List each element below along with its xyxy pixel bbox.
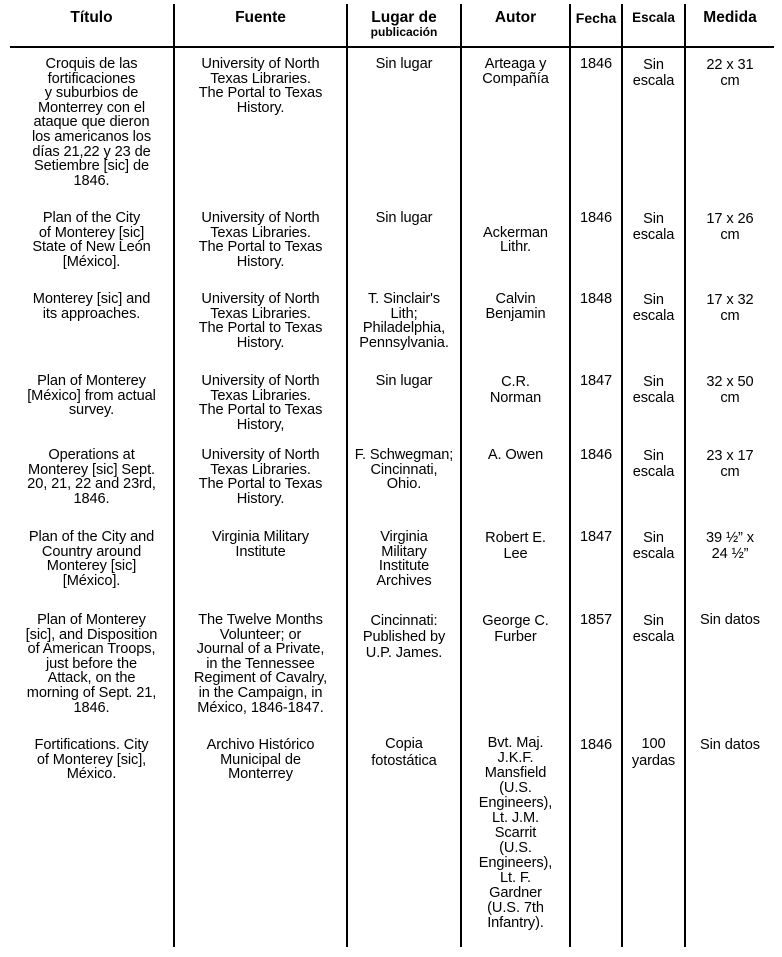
table-row-2-lugar: Sin lugar xyxy=(375,210,433,226)
table-row-7-lugar: Cincinnati: Published by U.P. James. xyxy=(362,613,446,661)
header-titulo: Título xyxy=(70,9,113,26)
table-row-8-autor: Bvt. Maj. J.K.F. Mansfield (U.S. Engineers), Lt. J.M. Scarrit (U.S. Engineers), Lt. F. Gardner (U.S. 7th Infantry). xyxy=(478,735,553,931)
table-row-4-autor: C.R. Norman xyxy=(489,374,542,406)
header-lugar-line1: Lugar de xyxy=(371,9,437,26)
table-row-3-autor: Calvin Benjamin xyxy=(485,291,546,322)
table-row-4-escala: Sin escala xyxy=(632,374,675,406)
table-row-6-escala: Sin escala xyxy=(632,530,675,562)
table-row-1-escala: Sin escala xyxy=(632,57,675,89)
table-row-2-titulo: Plan of the City of Monterey [sic] State of New León [México]. xyxy=(32,210,151,270)
column-divider xyxy=(569,4,571,947)
table-row-7-escala: Sin escala xyxy=(632,613,675,645)
table-row-5-fecha: 1846 xyxy=(579,447,613,463)
header-fuente: Fuente xyxy=(235,9,286,26)
header-lugar xyxy=(348,10,460,38)
table-row-2-fecha: 1846 xyxy=(579,210,613,226)
table-row-5-medida: 23 x 17 cm xyxy=(706,448,754,480)
table-row-6-fuente: Virginia Military Institute xyxy=(212,529,309,560)
table-row-5-titulo: Operations at Monterey [sic] Sept. 20, 21, 22 and 23rd, 1846. xyxy=(27,447,156,507)
header-escala: Escala xyxy=(632,10,675,25)
table-row-6-autor: Robert E. Lee xyxy=(485,530,546,562)
table-row-3-escala: Sin escala xyxy=(632,292,675,324)
table-row-8-fecha: 1846 xyxy=(579,737,613,753)
table-row-8-fuente: Archivo Histórico Municipal de Monterrey xyxy=(206,737,315,783)
autor-ackerman: Ackerman Lithr. xyxy=(483,224,548,256)
table-row-4-lugar: Sin lugar xyxy=(375,373,433,389)
table-row-1-autor: Arteaga y Compañía xyxy=(482,56,549,87)
table-row-7-autor: George C. Furber xyxy=(482,613,549,645)
table-row-8-escala: 100 yardas xyxy=(631,736,676,769)
table-row-3-lugar: T. Sinclair's Lith; Philadelphia, Pennsylvania. xyxy=(359,291,449,351)
table-row-1-fecha: 1846 xyxy=(579,56,613,72)
table-row-1-titulo: Croquis de las fortificaciones y suburbios de Monterrey con el ataque que dieron los americanos los días 21,22 y 23 de Setiembre [sic] de 1846. xyxy=(31,56,152,189)
table-row-3-fecha: 1848 xyxy=(579,291,613,307)
table-row-1-fuente: University of North Texas Libraries. The Portal to Texas History. xyxy=(198,56,323,116)
table-row-5-autor: A. Owen xyxy=(487,447,544,463)
table-row-1-lugar: Sin lugar xyxy=(375,56,433,72)
table-row-4-medida: 32 x 50 cm xyxy=(706,374,754,406)
table-row-3-titulo: Monterey [sic] and its approaches. xyxy=(32,291,151,322)
header-lugar-line2: publicación xyxy=(370,25,438,39)
table-row-8-lugar: Copia fotostática xyxy=(371,736,437,769)
table-row-2-autor xyxy=(462,211,569,255)
table-row-7-fecha: 1857 xyxy=(579,612,613,628)
table-row-8-medida: Sin datos xyxy=(700,737,760,753)
header-rule xyxy=(10,46,774,48)
header-medida: Medida xyxy=(703,9,757,26)
table-row-4-titulo: Plan of Monterey [México] from actual survey. xyxy=(27,373,156,419)
table-row-5-lugar: F. Schwegman; Cincinnati, Ohio. xyxy=(354,447,454,493)
table-row-2-fuente: University of North Texas Libraries. The Portal to Texas History. xyxy=(198,210,323,270)
table-row-4-fuente: University of North Texas Libraries. The Portal to Texas History, xyxy=(198,373,323,433)
table-row-3-fuente: University of North Texas Libraries. The Portal to Texas History. xyxy=(198,291,323,351)
table-row-6-titulo: Plan of the City and Country around Monterey [sic] [México]. xyxy=(28,529,155,589)
map-catalog-table xyxy=(10,0,774,948)
table-row-5-fuente: University of North Texas Libraries. The Portal to Texas History. xyxy=(198,447,323,507)
table-row-2-medida: 17 x 26 cm xyxy=(706,211,754,243)
header-autor: Autor xyxy=(494,9,537,26)
table-row-7-titulo: Plan of Monterey [sic], and Disposition of American Troops, just before the Attack, on the morning of Sept. 21, 1846. xyxy=(25,612,158,716)
table-row-7-fuente: The Twelve Months Volunteer; or Journal of a Private, in the Tennessee Regiment of Cavalry, in the Campaign, in México, 1846-1847. xyxy=(193,612,328,716)
table-row-5-escala: Sin escala xyxy=(632,448,675,480)
table-row-4-fecha: 1847 xyxy=(579,373,613,389)
table-row-3-medida: 17 x 32 cm xyxy=(706,292,754,324)
table-row-6-medida: 39 ½” x 24 ½” xyxy=(706,530,754,562)
table-row-6-fecha: 1847 xyxy=(579,529,613,545)
table-row-6-lugar: Virginia Military Institute Archives xyxy=(376,529,432,589)
table-row-8-titulo: Fortifications. City of Monterey [sic], México. xyxy=(34,737,149,783)
header-fecha: Fecha xyxy=(575,10,617,26)
table-row-2-escala: Sin escala xyxy=(632,211,675,243)
table-row-1-medida: 22 x 31 cm xyxy=(706,57,754,89)
table-row-7-medida: Sin datos xyxy=(700,612,760,628)
